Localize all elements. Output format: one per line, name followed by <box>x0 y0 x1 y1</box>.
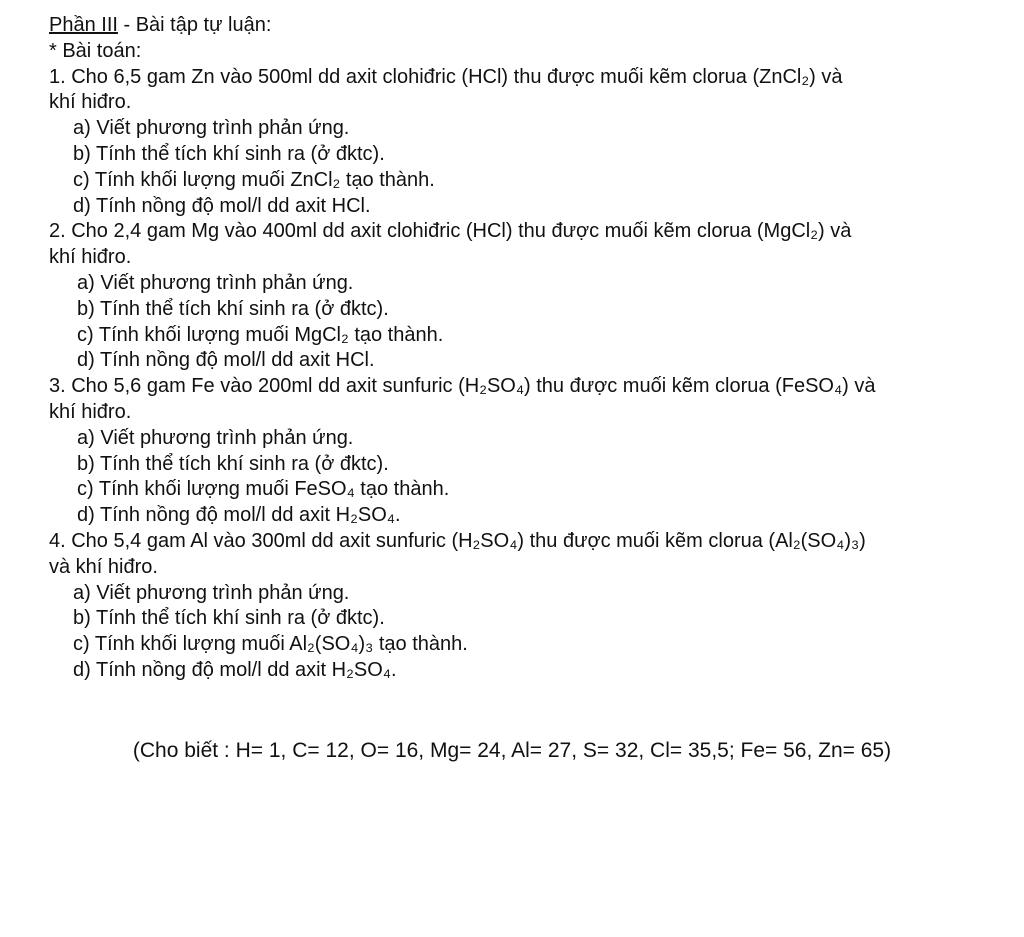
problem-part: c) Tính khối lượng muối Al₂(SO₄)₃ tạo thành. <box>73 633 468 656</box>
problem-stem-cont: và khí hiđro. <box>49 555 158 578</box>
problem-part: a) Viết phương trình phản ứng. <box>77 426 354 449</box>
problem-part: a) Viết phương trình phản ứng. <box>73 117 350 140</box>
section-part-label: Phần III <box>49 14 118 36</box>
problem-stem: 3. Cho 5,6 gam Fe vào 200ml dd axit sunfuric (H₂SO₄) thu được muối kẽm clorua (FeSO₄) và <box>49 375 876 398</box>
problem-part: a) Viết phương trình phản ứng. <box>77 271 354 294</box>
problem-part: c) Tính khối lượng muối MgCl₂ tạo thành. <box>77 323 444 346</box>
problem-2 <box>49 219 989 374</box>
problem-part: b) Tính thể tích khí sinh ra (ở đktc). <box>77 297 389 320</box>
problem-stem: 4. Cho 5,4 gam Al vào 300ml dd axit sunfuric (H₂SO₄) thu được muối kẽm clorua (Al₂(SO₄)₃) <box>49 529 866 552</box>
problem-part: c) Tính khối lượng muối ZnCl₂ tạo thành. <box>73 168 435 191</box>
problem-part: d) Tính nồng độ mol/l dd axit H₂SO₄. <box>73 658 397 681</box>
problem-4 <box>49 529 989 684</box>
problem-part: c) Tính khối lượng muối FeSO₄ tạo thành. <box>77 478 450 501</box>
problem-stem-cont: khí hiđro. <box>49 400 132 423</box>
problem-part: d) Tính nồng độ mol/l dd axit HCl. <box>77 349 375 372</box>
problem-part: d) Tính nồng độ mol/l dd axit H₂SO₄. <box>77 504 401 527</box>
document-body <box>49 13 989 684</box>
problem-stem: 1. Cho 6,5 gam Zn vào 500ml dd axit clohiđric (HCl) thu được muối kẽm clorua (ZnCl₂) và <box>49 65 843 88</box>
problem-1 <box>49 65 989 220</box>
atomic-mass-note: (Cho biết : H= 1, C= 12, O= 16, Mg= 24, Al= 27, S= 32, Cl= 35,5; Fe= 56, Zn= 65) <box>132 739 892 762</box>
problem-part: b) Tính thể tích khí sinh ra (ở đktc). <box>73 142 385 165</box>
section-heading-text: - Bài tập tự luận: <box>117 14 272 36</box>
problem-part: a) Viết phương trình phản ứng. <box>73 581 350 604</box>
problem-3 <box>49 374 989 529</box>
problem-stem-cont: khí hiđro. <box>49 246 132 269</box>
problem-stem: 2. Cho 2,4 gam Mg vào 400ml dd axit clohiđric (HCl) thu được muối kẽm clorua (MgCl₂) và <box>49 220 852 243</box>
problem-part: b) Tính thể tích khí sinh ra (ở đktc). <box>73 607 385 630</box>
section-heading <box>49 13 989 39</box>
problem-part: b) Tính thể tích khí sinh ra (ở đktc). <box>77 452 389 475</box>
problem-part: d) Tính nồng độ mol/l dd axit HCl. <box>73 194 371 217</box>
problem-stem-cont: khí hiđro. <box>49 91 132 114</box>
subheading: * Bài toán: <box>49 39 142 62</box>
